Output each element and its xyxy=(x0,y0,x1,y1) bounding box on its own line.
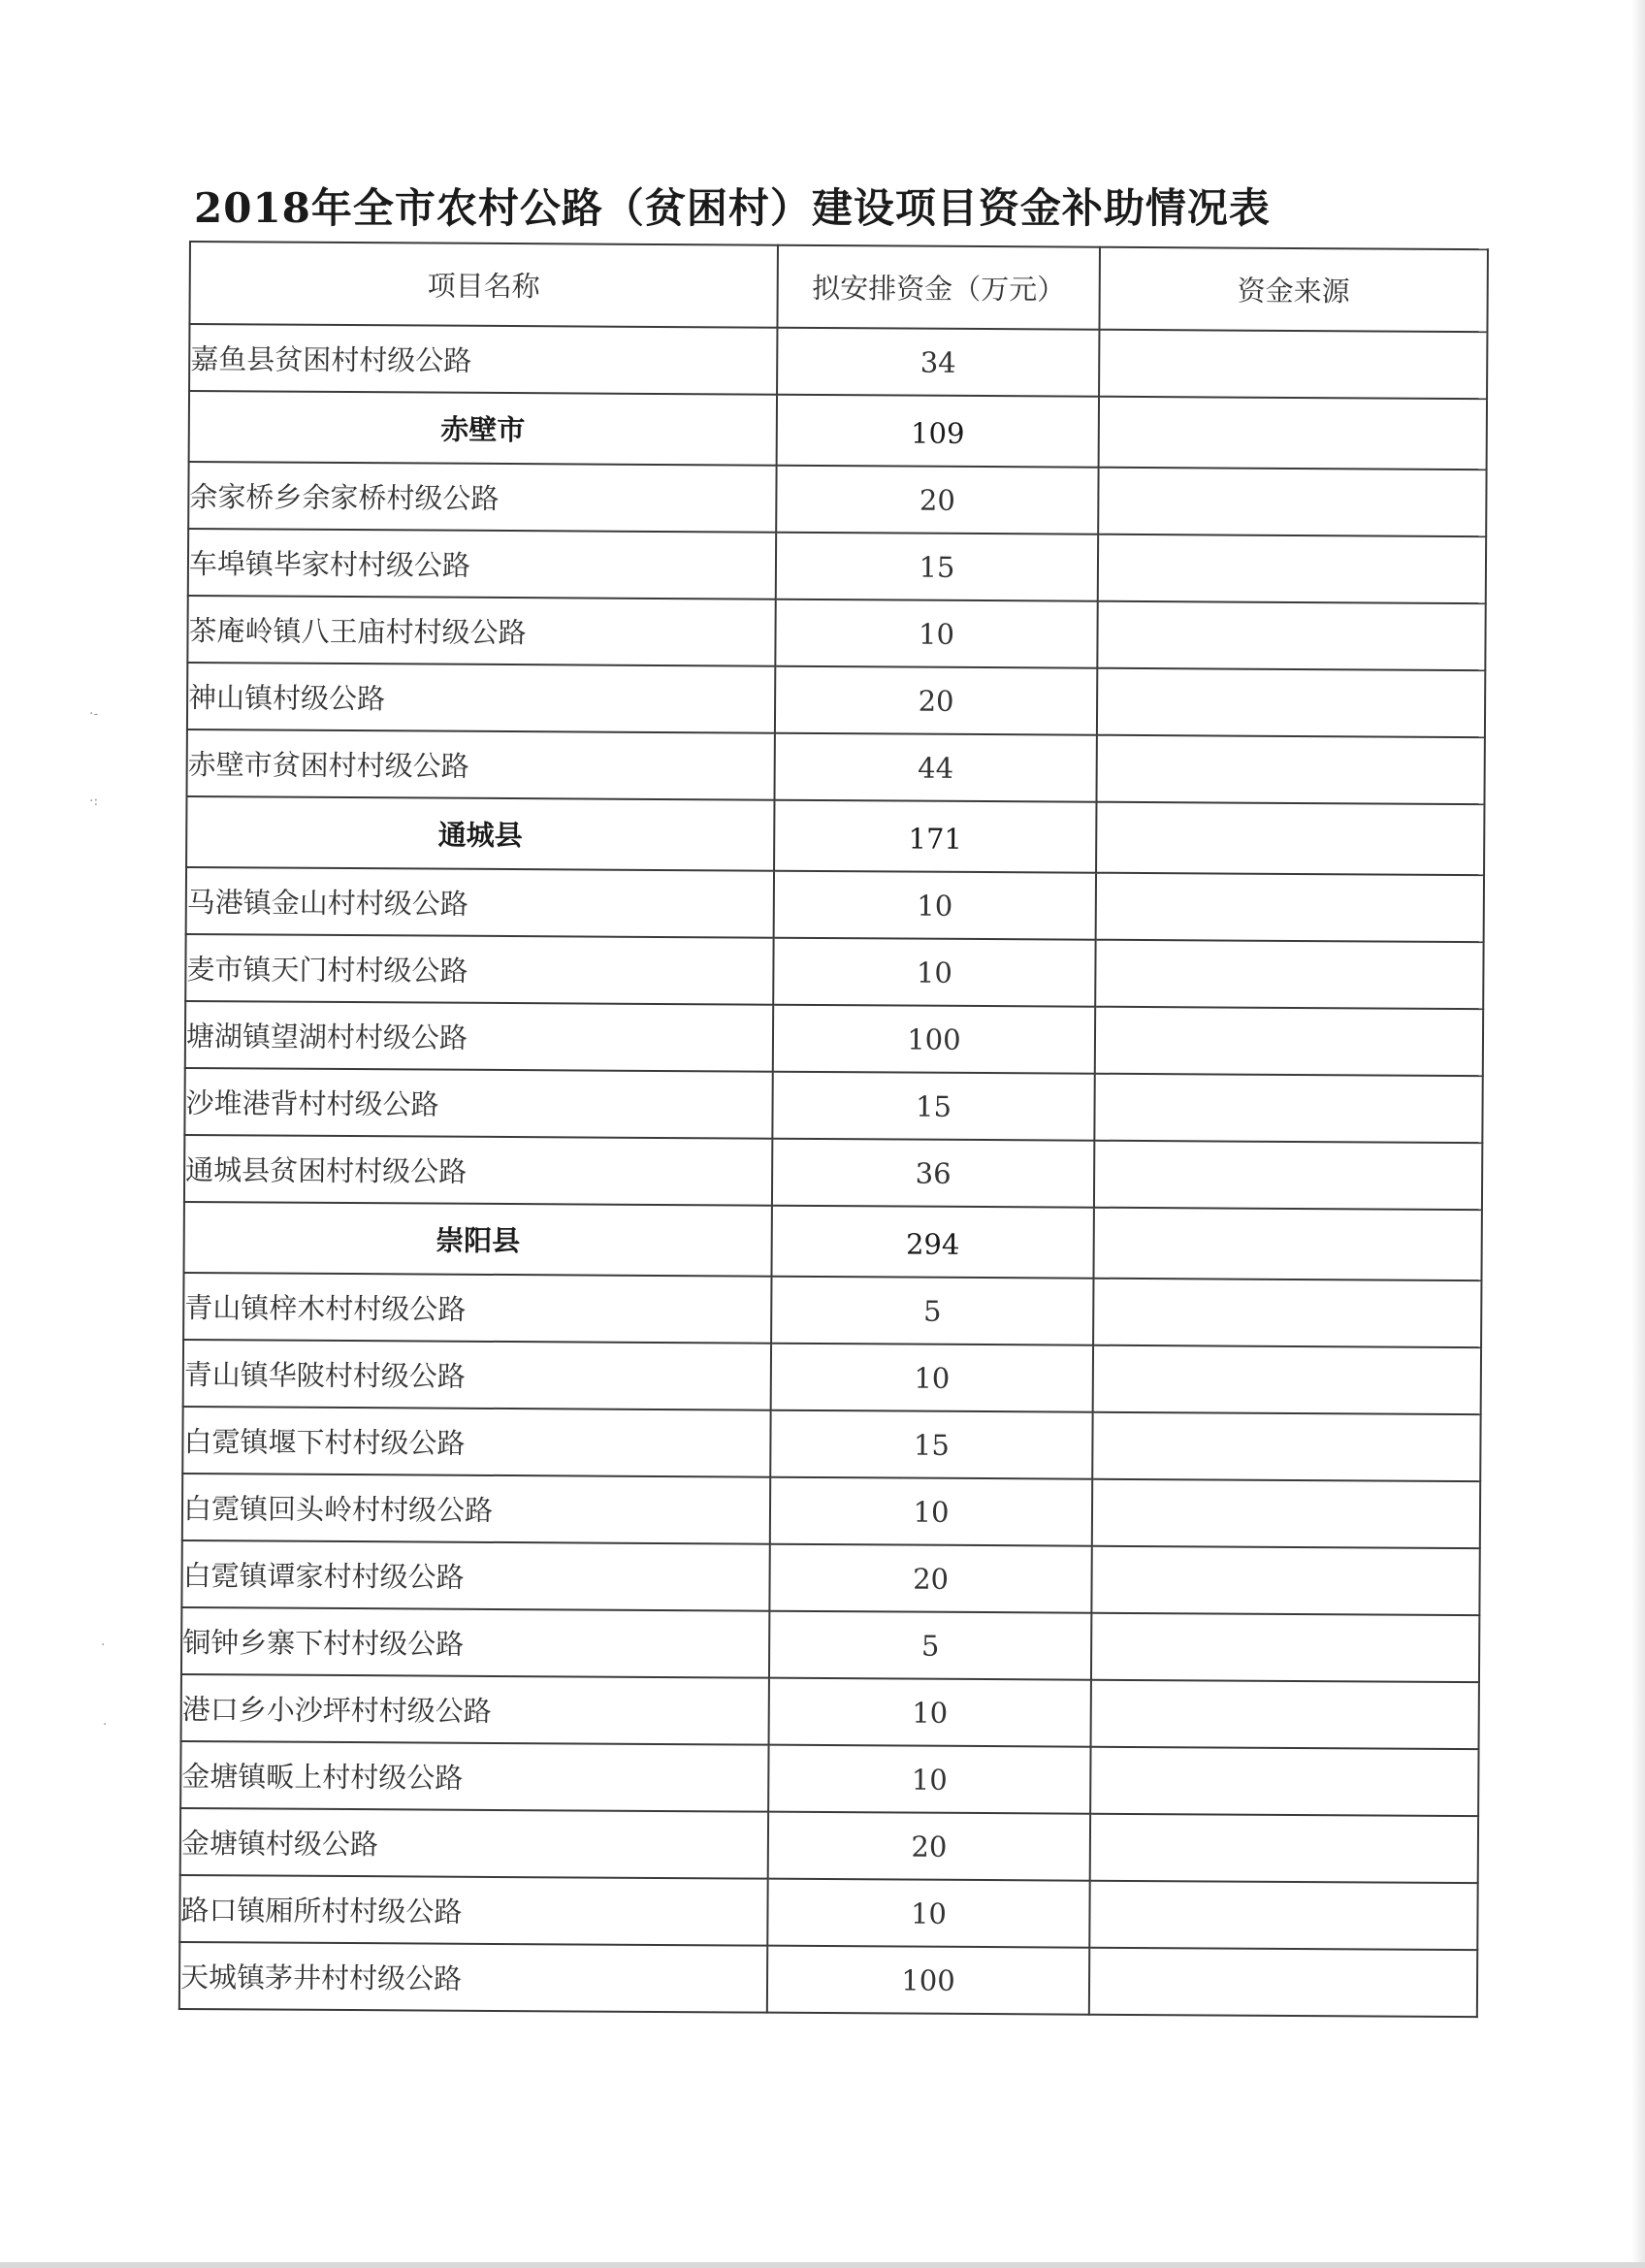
amount-cell: 34 xyxy=(777,328,1099,397)
amount-cell: 20 xyxy=(775,666,1097,735)
source-cell xyxy=(1097,601,1485,670)
amount-cell: 5 xyxy=(769,1611,1091,1680)
table-row xyxy=(182,1474,1480,1548)
source-cell xyxy=(1096,735,1484,804)
source-cell xyxy=(1098,468,1486,536)
table-row xyxy=(179,1942,1477,2017)
project-name-cell: 茶庵岭镇八王庙村村级公路 xyxy=(187,596,775,666)
project-name-cell: 车埠镇毕家村村级公路 xyxy=(188,529,776,599)
scan-speck: ·- xyxy=(89,706,99,722)
source-cell xyxy=(1092,1479,1480,1548)
table-group-row xyxy=(186,796,1484,875)
project-name-cell: 余家桥乡余家桥村级公路 xyxy=(188,462,776,533)
county-amount-cell: 294 xyxy=(771,1206,1093,1279)
source-cell xyxy=(1093,1208,1481,1280)
amount-cell: 10 xyxy=(773,938,1095,1007)
amount-cell: 10 xyxy=(770,1477,1092,1546)
amount-cell: 10 xyxy=(771,1344,1093,1412)
project-name-cell: 白霓镇谭家村村级公路 xyxy=(181,1540,769,1611)
table-row xyxy=(188,529,1486,603)
source-cell xyxy=(1090,1747,1478,1816)
source-cell xyxy=(1098,535,1486,603)
amount-cell: 20 xyxy=(768,1812,1090,1881)
project-name-cell: 麦市镇天门村村级公路 xyxy=(185,934,773,1005)
header-source: 资金来源 xyxy=(1099,247,1488,332)
source-cell xyxy=(1091,1546,1479,1615)
table-row xyxy=(180,1808,1478,1883)
source-cell xyxy=(1095,940,1483,1009)
table-row xyxy=(185,934,1483,1009)
amount-cell: 10 xyxy=(768,1745,1090,1814)
amount-cell: 15 xyxy=(772,1072,1094,1141)
table-row xyxy=(181,1540,1479,1615)
table-row xyxy=(186,867,1484,942)
source-cell xyxy=(1096,802,1484,875)
amount-cell: 20 xyxy=(776,466,1098,535)
amount-cell: 10 xyxy=(767,1879,1089,1948)
project-name-cell: 神山镇村级公路 xyxy=(187,663,775,733)
amount-cell: 10 xyxy=(769,1678,1091,1747)
table-row xyxy=(185,1001,1483,1076)
amount-cell: 44 xyxy=(774,733,1096,802)
source-cell xyxy=(1092,1412,1480,1481)
amount-cell: 20 xyxy=(769,1544,1091,1613)
table-row xyxy=(180,1741,1478,1816)
scan-speck: · xyxy=(103,1717,108,1733)
county-name-cell: 崇阳县 xyxy=(184,1202,772,1277)
table-group-row xyxy=(184,1202,1482,1280)
source-cell xyxy=(1095,1007,1483,1076)
source-cell xyxy=(1091,1680,1479,1749)
project-name-cell: 赤壁市贫困村村级公路 xyxy=(186,729,774,800)
amount-cell: 15 xyxy=(776,533,1098,601)
source-cell xyxy=(1094,1074,1482,1143)
source-cell xyxy=(1099,397,1487,470)
header-project-name: 项目名称 xyxy=(189,242,778,328)
project-name-cell: 青山镇梓木村村级公路 xyxy=(183,1273,771,1344)
project-name-cell: 马港镇金山村村级公路 xyxy=(186,867,774,938)
grant-table xyxy=(178,241,1489,2018)
source-cell xyxy=(1099,330,1487,399)
amount-cell: 36 xyxy=(772,1139,1094,1208)
table-row xyxy=(181,1674,1479,1749)
source-cell xyxy=(1094,1141,1482,1210)
county-amount-cell: 171 xyxy=(774,800,1096,873)
table-row xyxy=(189,324,1487,399)
document-title: 2018年全市农村公路（贫困村）建设项目资金补助情况表 xyxy=(194,184,1271,232)
header-amount: 拟安排资金（万元） xyxy=(777,245,1100,330)
amount-cell: 10 xyxy=(775,599,1097,668)
table-row xyxy=(183,1340,1481,1414)
header-row xyxy=(189,242,1487,332)
amount-cell: 15 xyxy=(770,1410,1092,1479)
source-cell xyxy=(1089,1948,1477,2017)
page-edge-shadow xyxy=(1631,0,1645,2268)
amount-cell: 100 xyxy=(773,1005,1095,1074)
source-cell xyxy=(1091,1613,1479,1682)
project-name-cell: 沙堆港背村村级公路 xyxy=(184,1068,772,1139)
source-cell xyxy=(1097,668,1485,737)
table-row xyxy=(187,663,1485,737)
table-row xyxy=(188,462,1486,536)
project-name-cell: 金塘镇村级公路 xyxy=(180,1808,768,1879)
county-name-cell: 赤壁市 xyxy=(189,391,777,466)
source-cell xyxy=(1093,1279,1481,1347)
project-name-cell: 路口镇厢所村村级公路 xyxy=(179,1875,767,1946)
project-name-cell: 港口乡小沙坪村村级公路 xyxy=(181,1674,769,1745)
scan-speck: · xyxy=(101,1637,106,1653)
project-name-cell: 金塘镇畈上村村级公路 xyxy=(180,1741,768,1812)
project-name-cell: 青山镇华陂村村级公路 xyxy=(183,1340,771,1410)
source-cell xyxy=(1093,1345,1481,1414)
table-row xyxy=(184,1135,1482,1210)
table-body xyxy=(179,324,1488,2017)
project-name-cell: 白霓镇回头岭村村级公路 xyxy=(182,1474,770,1544)
page-bottom-edge xyxy=(0,2262,1645,2268)
table-row xyxy=(179,1875,1477,1950)
source-cell xyxy=(1089,1881,1477,1950)
project-name-cell: 通城县贫困村村级公路 xyxy=(184,1135,772,1206)
table-row xyxy=(183,1273,1481,1347)
table-row xyxy=(182,1407,1480,1481)
amount-cell: 100 xyxy=(767,1946,1089,2015)
project-name-cell: 天城镇茅井村村级公路 xyxy=(179,1942,767,2013)
source-cell xyxy=(1096,873,1484,942)
county-name-cell: 通城县 xyxy=(186,796,774,871)
table-row xyxy=(187,596,1485,670)
source-cell xyxy=(1090,1814,1478,1883)
table-row xyxy=(184,1068,1482,1143)
project-name-cell: 铜钟乡寨下村村级公路 xyxy=(181,1607,769,1678)
scan-speck: ·: xyxy=(89,794,99,809)
table-row xyxy=(181,1607,1479,1682)
project-name-cell: 嘉鱼县贫困村村级公路 xyxy=(189,324,777,395)
amount-cell: 10 xyxy=(774,871,1096,940)
project-name-cell: 塘湖镇望湖村村级公路 xyxy=(185,1001,773,1072)
amount-cell: 5 xyxy=(771,1277,1093,1345)
table-row xyxy=(186,729,1484,804)
project-name-cell: 白霓镇堰下村村级公路 xyxy=(182,1407,770,1477)
table-group-row xyxy=(189,391,1487,470)
county-amount-cell: 109 xyxy=(777,395,1099,468)
